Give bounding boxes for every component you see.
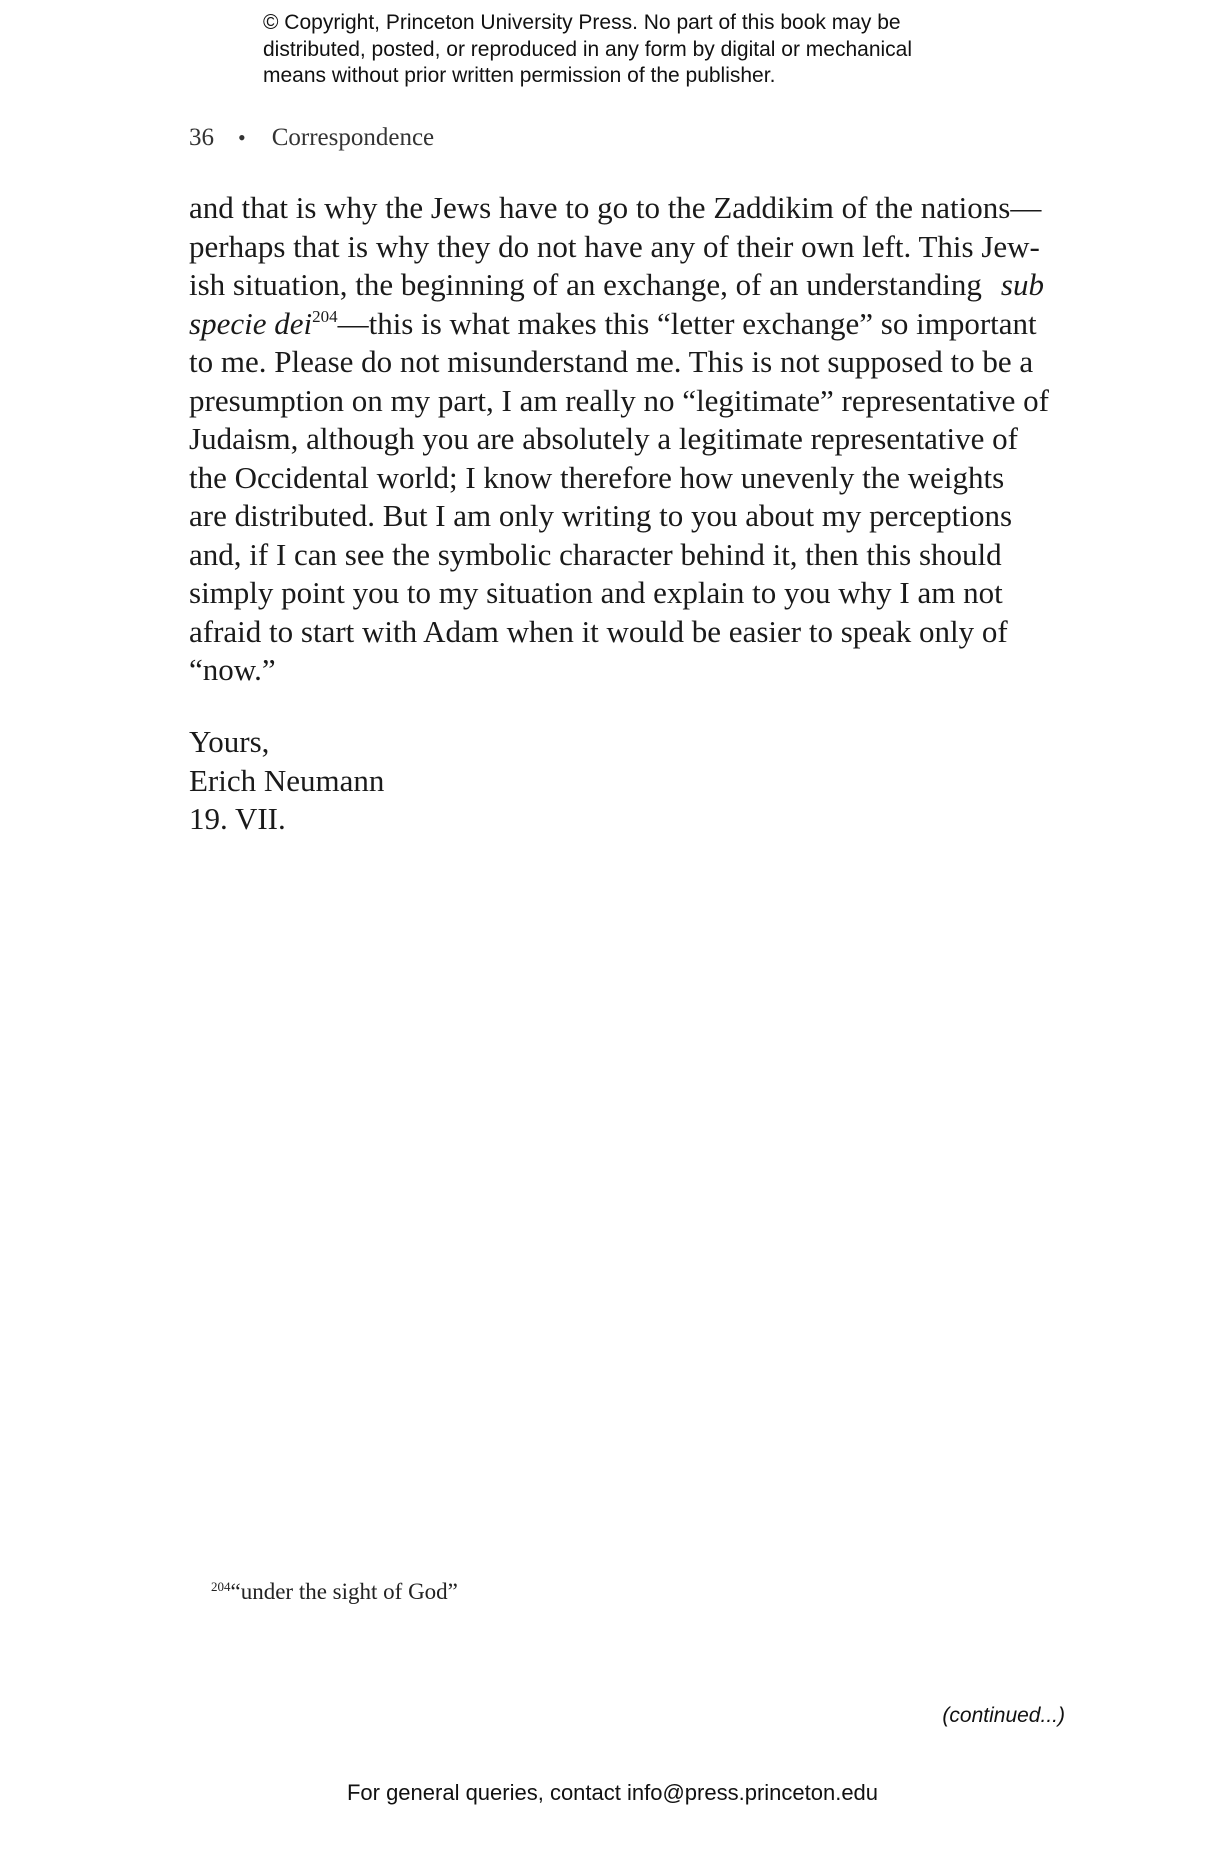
text-line — [189, 497, 1044, 536]
letter-date: 19. VII. — [189, 801, 286, 836]
text-line — [189, 189, 1044, 228]
letter-closing — [189, 723, 384, 839]
running-head — [189, 124, 434, 152]
text-span: perhaps that is why they do not have any of their own left. This Jew- — [189, 228, 1040, 264]
continued-note: (continued...) — [942, 1704, 1065, 1727]
contact-line: For general queries, contact info@press.princeton.edu — [346, 1780, 879, 1805]
text-span: afraid to start with Adam when it would be easier to speak only of — [189, 613, 1008, 649]
salutation: Yours, — [189, 724, 270, 759]
text-line — [189, 305, 1044, 344]
text-span: ish situation, the beginning of an exchange, of an understanding — [189, 267, 982, 302]
text-line — [189, 613, 1044, 652]
text-span: —this is what makes this “letter exchange” so important — [337, 305, 1037, 341]
italic-text: sub — [1000, 267, 1044, 302]
copyright-notice — [263, 10, 1023, 90]
text-line — [189, 343, 1044, 382]
bullet-separator: • — [238, 125, 246, 150]
text-span: and that is why the Jews have to go to the Zaddikim of the nations— — [189, 190, 1042, 225]
text-span: simply point you to my situation and explain to you why I am not — [189, 575, 1003, 610]
text-line — [189, 266, 1044, 305]
text-line — [189, 420, 1044, 459]
text-line — [189, 651, 1044, 690]
footnote — [211, 1579, 458, 1605]
text-span: presumption on my part, I am really no “legitimate” representative of — [189, 382, 1049, 418]
chapter-title: Correspondence — [271, 124, 435, 151]
page-number: 36 — [189, 124, 214, 151]
text-span: to me. Please do not misunderstand me. This is not supposed to be a — [189, 344, 1034, 379]
footnote-text: “under the sight of God” — [230, 1579, 458, 1604]
signature: Erich Neumann — [189, 762, 385, 798]
text-line — [189, 228, 1044, 267]
text-span: Judaism, although you are absolutely a legitimate representative of — [189, 421, 1018, 456]
text-line — [189, 574, 1044, 613]
copyright-line: distributed, posted, or reproduced in any form by digital or mechanical — [263, 37, 913, 61]
copyright-line: © Copyright, Princeton University Press. No part of this book may be — [263, 11, 901, 34]
text-line — [189, 536, 1044, 575]
text-line — [189, 459, 1044, 498]
italic-text: specie dei — [189, 305, 313, 341]
text-span: are distributed. But I am only writing to you about my perceptions — [189, 498, 1013, 533]
text-span: “now.” — [189, 652, 276, 687]
text-span: the Occidental world; I know therefore how unevenly the weights — [189, 459, 1005, 495]
copyright-line: means without prior written permission of the publisher. — [263, 64, 776, 87]
footnote-number: 204 — [211, 1579, 231, 1594]
text-line — [189, 382, 1049, 421]
text-span: and, if I can see the symbolic character behind it, then this should — [189, 536, 1002, 572]
letter-body — [189, 189, 1049, 690]
footnote-reference: 204 — [312, 306, 338, 326]
